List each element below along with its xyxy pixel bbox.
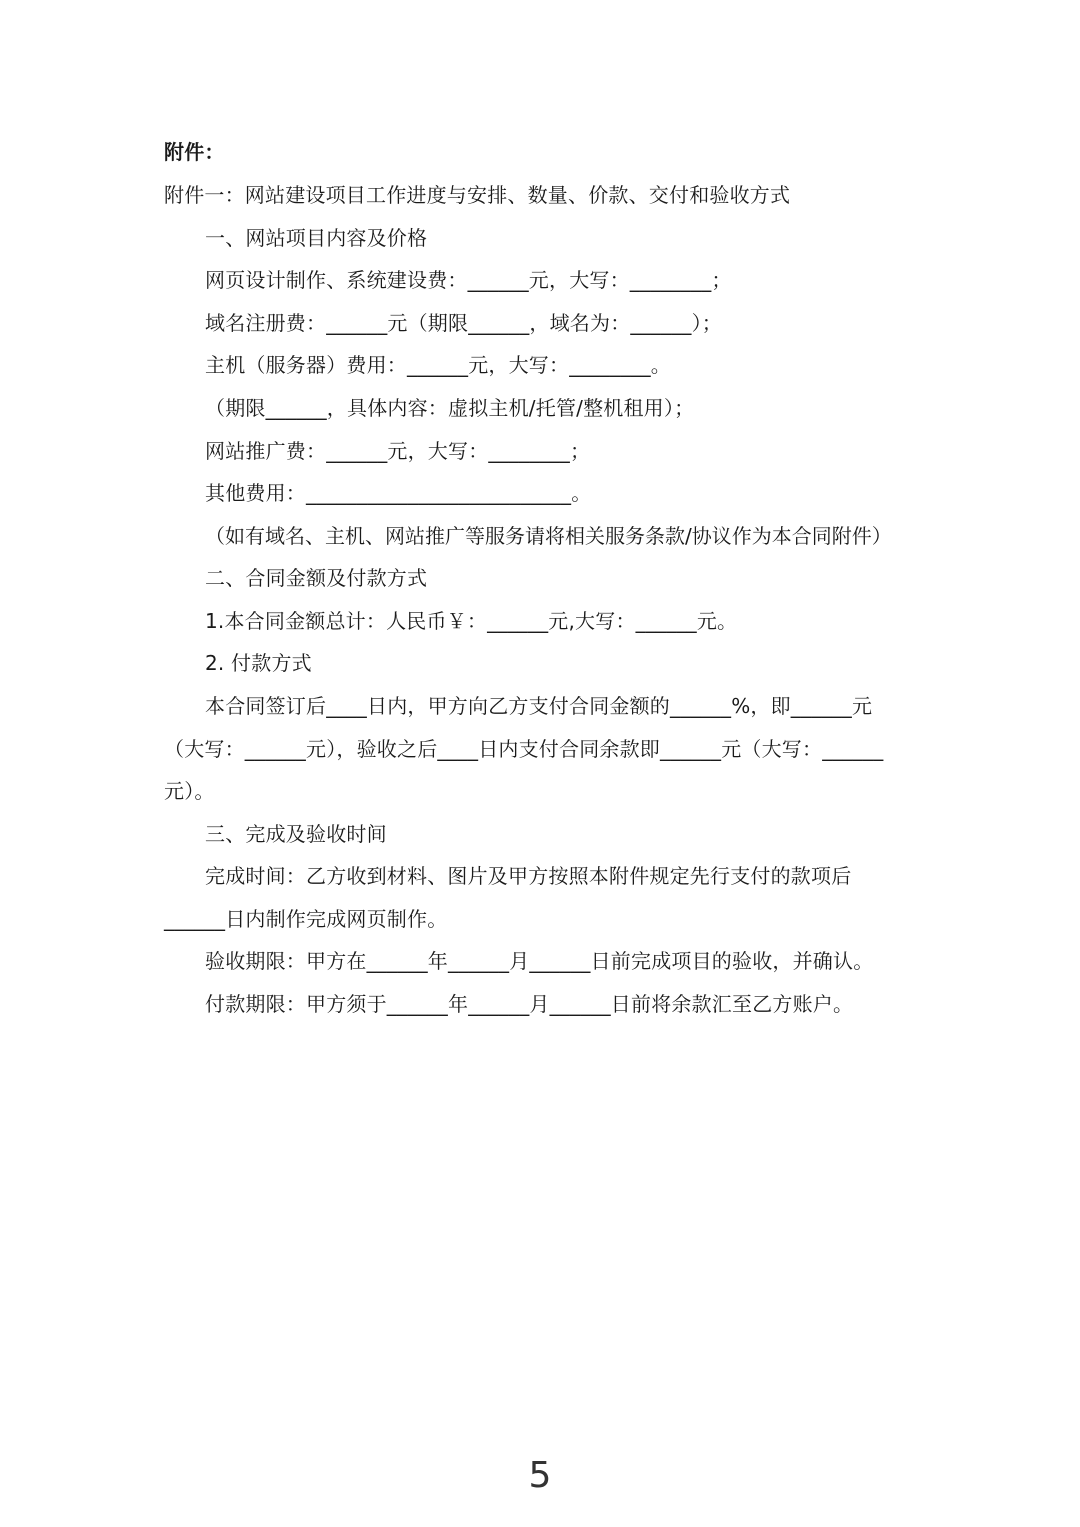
payment-deadline-line: 付款期限：甲方须于______年______月______日前将余款汇至乙方账户。: [205, 992, 854, 1016]
payment-line-1: 本合同签订后____日内，甲方向乙方支付合同金额的______%，即______元: [205, 694, 873, 718]
page-number: 5: [528, 1455, 552, 1496]
attachment-heading: 附件：: [164, 140, 225, 164]
payment-line-3: 元）。: [164, 779, 215, 803]
domain-fee-line: 域名注册费：______元（期限______，域名为：______）；: [205, 311, 722, 335]
contract-total-line: 1.本合同金额总计：人民币￥：______元,大写：______元。: [205, 609, 738, 633]
payment-line-2: （大写：______元），验收之后____日内支付合同余款即______元（大写：______: [164, 737, 884, 761]
host-detail-line: （期限______，具体内容：虚拟主机/托管/整机租用）；: [205, 396, 695, 420]
payment-method-title: 2. 付款方式: [205, 651, 312, 675]
promotion-fee-line: 网站推广费：______元，大写：________；: [205, 439, 591, 463]
completion-line-1: 完成时间：乙方收到材料、图片及甲方按照本附件规定先行支付的款项后: [205, 864, 852, 888]
other-fee-line: 其他费用：__________________________。: [205, 481, 592, 505]
host-fee-line: 主机（服务器）费用：______元，大写：________。: [205, 353, 671, 377]
service-note-line: （如有域名、主机、网站推广等服务请将相关服务条款/协议作为本合同附件）: [205, 524, 892, 548]
section2-title: 二、合同金额及付款方式: [205, 566, 428, 590]
design-fee-line: 网页设计制作、系统建设费：______元，大写：________；: [205, 268, 732, 292]
completion-line-2: ______日内制作完成网页制作。: [164, 907, 448, 931]
section1-title: 一、网站项目内容及价格: [205, 226, 428, 250]
section3-title: 三、完成及验收时间: [205, 822, 387, 846]
appendix-title: 附件一：网站建设项目工作进度与安排、数量、价款、交付和验收方式: [164, 183, 791, 207]
acceptance-deadline-line: 验收期限：甲方在______年______月______日前完成项目的验收，并确认。: [205, 949, 874, 973]
